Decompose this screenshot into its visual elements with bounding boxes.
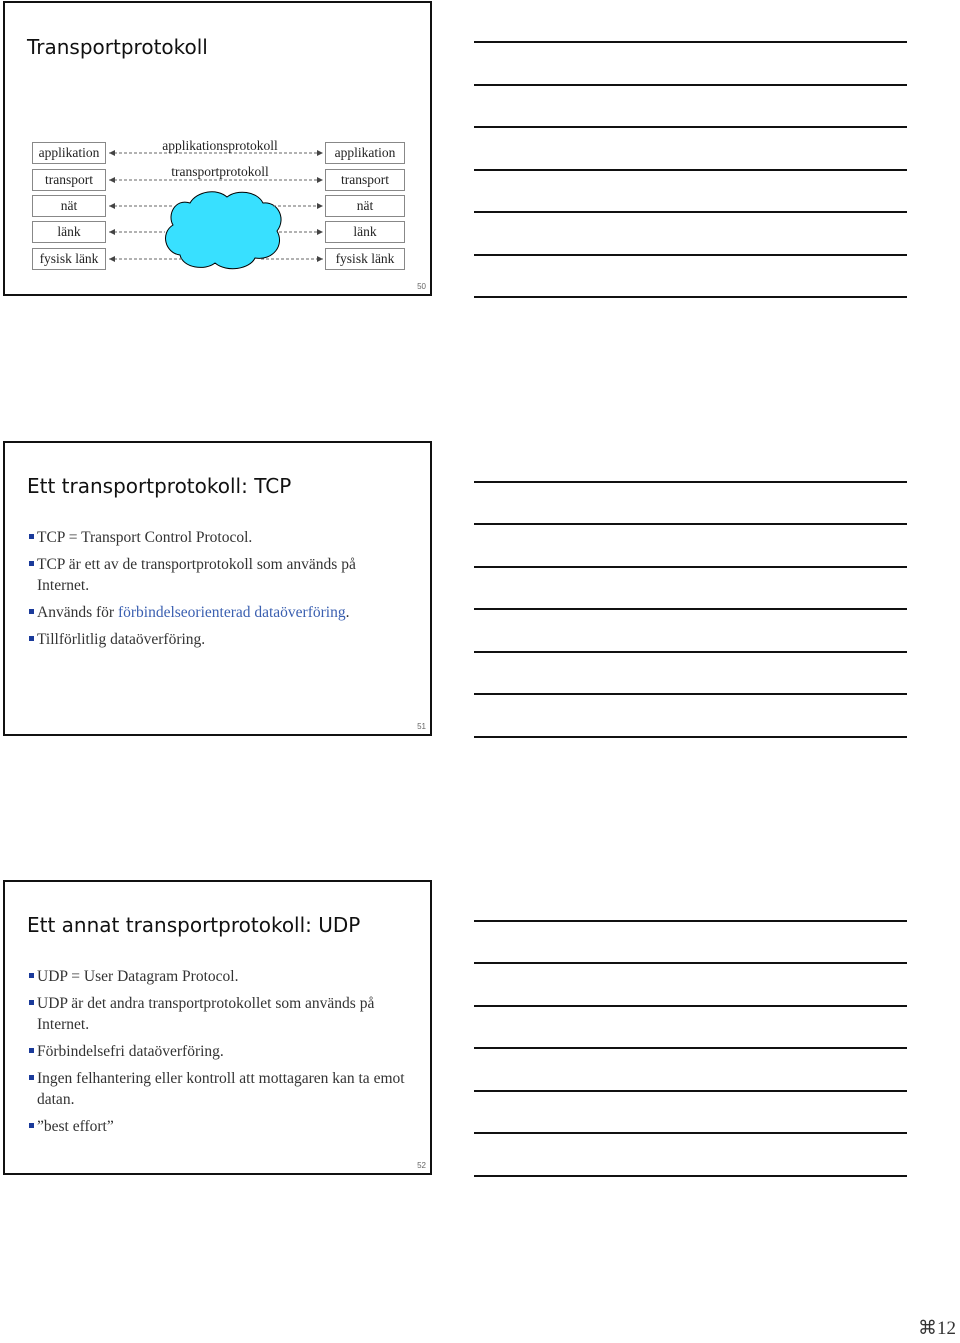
right-layer-physical: fysisk länk — [325, 248, 405, 270]
square-bullet-icon — [29, 609, 34, 614]
note-line — [474, 296, 907, 298]
bullet-item: Används för förbindelseorienterad dataöverföring. — [29, 602, 409, 623]
bullet-item: Förbindelsefri dataöverföring. — [29, 1041, 409, 1062]
note-line — [474, 254, 907, 256]
note-line — [474, 693, 907, 695]
slide-51 — [3, 441, 432, 736]
note-line — [474, 169, 907, 171]
left-layer-application: applikation — [32, 142, 106, 164]
note-line — [474, 1132, 907, 1134]
square-bullet-icon — [29, 1048, 34, 1053]
slide-52 — [3, 880, 432, 1175]
square-bullet-icon — [29, 1075, 34, 1080]
bullet-item: Tillförlitlig dataöverföring. — [29, 629, 409, 650]
note-line — [474, 481, 907, 483]
bullet-item: ”best effort” — [29, 1116, 409, 1137]
square-bullet-icon — [29, 534, 34, 539]
bullet-list — [29, 527, 409, 656]
page-number-value: 12 — [937, 1318, 956, 1339]
highlighted-term: förbindelseorienterad dataöverföring — [117, 604, 346, 621]
square-bullet-icon — [29, 1000, 34, 1005]
slide-title: Ett transportprotokoll: TCP — [27, 474, 292, 498]
bullet-item: Ingen felhantering eller kontroll att mottagaren kan ta emot datan. — [29, 1068, 409, 1110]
right-layer-network: nät — [325, 195, 405, 217]
note-line — [474, 962, 907, 964]
slide-number: 50 — [417, 282, 426, 291]
note-line — [474, 920, 907, 922]
left-layer-transport: transport — [32, 169, 106, 191]
bullet-item: TCP = Transport Control Protocol. — [29, 527, 409, 548]
transport-protocol-label: transportprotokoll — [171, 164, 269, 179]
application-protocol-label: applikationsprotokoll — [162, 138, 278, 153]
left-layer-link: länk — [32, 221, 106, 243]
note-line — [474, 84, 907, 86]
right-layer-application: applikation — [325, 142, 405, 164]
note-line — [474, 1005, 907, 1007]
slide-number: 52 — [417, 1161, 426, 1170]
bullet-item: UDP = User Datagram Protocol. — [29, 966, 409, 987]
note-line — [474, 1175, 907, 1177]
left-layer-network: nät — [32, 195, 106, 217]
bullet-list — [29, 966, 409, 1143]
note-line — [474, 523, 907, 525]
note-line — [474, 651, 907, 653]
note-line — [474, 1090, 907, 1092]
square-bullet-icon — [29, 636, 34, 641]
bullet-item: UDP är det andra transportprotokollet som används på Internet. — [29, 993, 409, 1035]
slide-number: 51 — [417, 722, 426, 731]
network-cloud-icon — [166, 192, 282, 269]
page-number — [918, 1317, 956, 1340]
square-bullet-icon — [29, 1123, 34, 1128]
command-icon: ⌘ — [918, 1318, 937, 1339]
square-bullet-icon — [29, 561, 34, 566]
square-bullet-icon — [29, 973, 34, 978]
note-line — [474, 126, 907, 128]
note-line — [474, 608, 907, 610]
bullet-item: TCP är ett av de transportprotokoll som används på Internet. — [29, 554, 409, 596]
right-layer-transport: transport — [325, 169, 405, 191]
note-line — [474, 1047, 907, 1049]
slide-title: Ett annat transportprotokoll: UDP — [27, 913, 361, 937]
note-line — [474, 736, 907, 738]
slide-50 — [3, 1, 432, 296]
left-layer-physical: fysisk länk — [32, 248, 106, 270]
right-layer-link: länk — [325, 221, 405, 243]
note-line — [474, 41, 907, 43]
note-line — [474, 211, 907, 213]
note-line — [474, 566, 907, 568]
slide-title: Transportprotokoll — [27, 35, 208, 59]
